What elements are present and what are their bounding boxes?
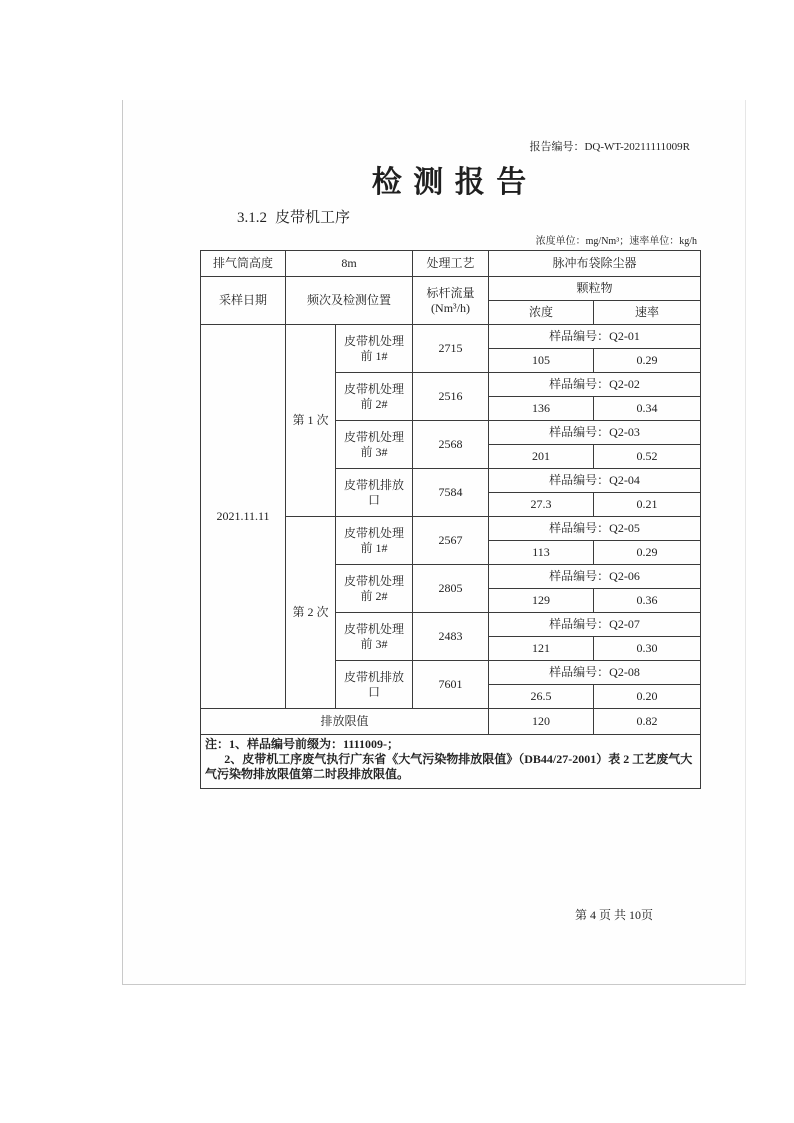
report-title: 检 测 报 告 [371, 166, 529, 199]
location-cell: 皮带机处理前 2# [336, 373, 413, 421]
column-header-row [201, 277, 701, 301]
section-heading [237, 208, 350, 228]
flow-cell: 7584 [413, 469, 489, 517]
sample-id-cell: 样品编号：Q2-01 [489, 325, 701, 349]
concentration-cell: 26.5 [489, 685, 594, 709]
flow-header-unit: (Nm³/h) [431, 300, 470, 315]
location-cell: 皮带机排放口 [336, 469, 413, 517]
flow-cell: 2567 [413, 517, 489, 565]
sample-id-cell: 样品编号：Q2-07 [489, 613, 701, 637]
concentration-cell: 121 [489, 637, 594, 661]
sampling-date-cell: 2021.11.11 [201, 325, 286, 709]
stack-info-row [201, 251, 701, 277]
notes-cell [201, 735, 701, 789]
emission-results-table [200, 250, 701, 789]
rate-cell: 0.36 [594, 589, 701, 613]
concentration-cell: 113 [489, 541, 594, 565]
table-data [201, 325, 701, 709]
flow-cell: 2568 [413, 421, 489, 469]
frequency-cell: 第 1 次 [286, 325, 336, 517]
measurement-row [201, 325, 701, 349]
concentration-cell: 105 [489, 349, 594, 373]
flow-cell: 2516 [413, 373, 489, 421]
rate-cell: 0.29 [594, 541, 701, 565]
flow-column-header [413, 277, 489, 325]
table-header [201, 251, 701, 325]
flow-cell: 2483 [413, 613, 489, 661]
rate-cell: 0.30 [594, 637, 701, 661]
limit-row [201, 709, 701, 735]
location-cell: 皮带机排放口 [336, 661, 413, 709]
concentration-cell: 201 [489, 445, 594, 469]
rate-cell: 0.34 [594, 397, 701, 421]
flow-cell: 2805 [413, 565, 489, 613]
limit-concentration: 120 [489, 709, 594, 735]
sample-id-cell: 样品编号：Q2-06 [489, 565, 701, 589]
section-number: 3.1.2 [237, 210, 267, 226]
process-value: 脉冲布袋除尘器 [489, 251, 701, 277]
report-number: 报告编号：DQ-WT-20211111009R [529, 141, 690, 153]
concentration-cell: 136 [489, 397, 594, 421]
sample-id-cell: 样品编号：Q2-08 [489, 661, 701, 685]
page-footer: 第 4 页 共 10页 [575, 908, 654, 922]
limit-rate: 0.82 [594, 709, 701, 735]
flow-cell: 7601 [413, 661, 489, 709]
frequency-location-header: 频次及检测位置 [286, 277, 413, 325]
concentration-header: 浓度 [489, 301, 594, 325]
sample-id-cell: 样品编号：Q2-05 [489, 517, 701, 541]
location-cell: 皮带机处理前 3# [336, 613, 413, 661]
stack-height-value: 8m [286, 251, 413, 277]
section-name: 皮带机工序 [275, 210, 351, 226]
frequency-cell: 第 2 次 [286, 517, 336, 709]
sample-id-cell: 样品编号：Q2-03 [489, 421, 701, 445]
process-label: 处理工艺 [413, 251, 489, 277]
stack-height-label: 排气筒高度 [201, 251, 286, 277]
units-note: 浓度单位：mg/Nm³；速率单位：kg/h [535, 236, 697, 247]
sample-id-cell: 样品编号：Q2-02 [489, 373, 701, 397]
limit-label: 排放限值 [201, 709, 489, 735]
rate-cell: 0.52 [594, 445, 701, 469]
pollutant-header: 颗粒物 [489, 277, 701, 301]
table-footer [201, 709, 701, 789]
location-cell: 皮带机处理前 2# [336, 565, 413, 613]
rate-cell: 0.20 [594, 685, 701, 709]
location-cell: 皮带机处理前 1# [336, 325, 413, 373]
date-column-header: 采样日期 [201, 277, 286, 325]
flow-header-label: 标杆流量 [426, 285, 475, 300]
note-1: 注：1、样品编号前缀为：1111009-； [205, 737, 400, 751]
rate-header: 速率 [594, 301, 701, 325]
concentration-cell: 129 [489, 589, 594, 613]
rate-cell: 0.29 [594, 349, 701, 373]
location-cell: 皮带机处理前 1# [336, 517, 413, 565]
flow-cell: 2715 [413, 325, 489, 373]
concentration-cell: 27.3 [489, 493, 594, 517]
rate-cell: 0.21 [594, 493, 701, 517]
note-2: 2、皮带机工序废气执行广东省《大气污染物排放限值》（DB44/27-2001）表 2 工艺废气大气污染物排放限值第二时段排放限值。 [205, 752, 693, 781]
location-cell: 皮带机处理前 3# [336, 421, 413, 469]
notes-row [201, 735, 701, 789]
sample-id-cell: 样品编号：Q2-04 [489, 469, 701, 493]
